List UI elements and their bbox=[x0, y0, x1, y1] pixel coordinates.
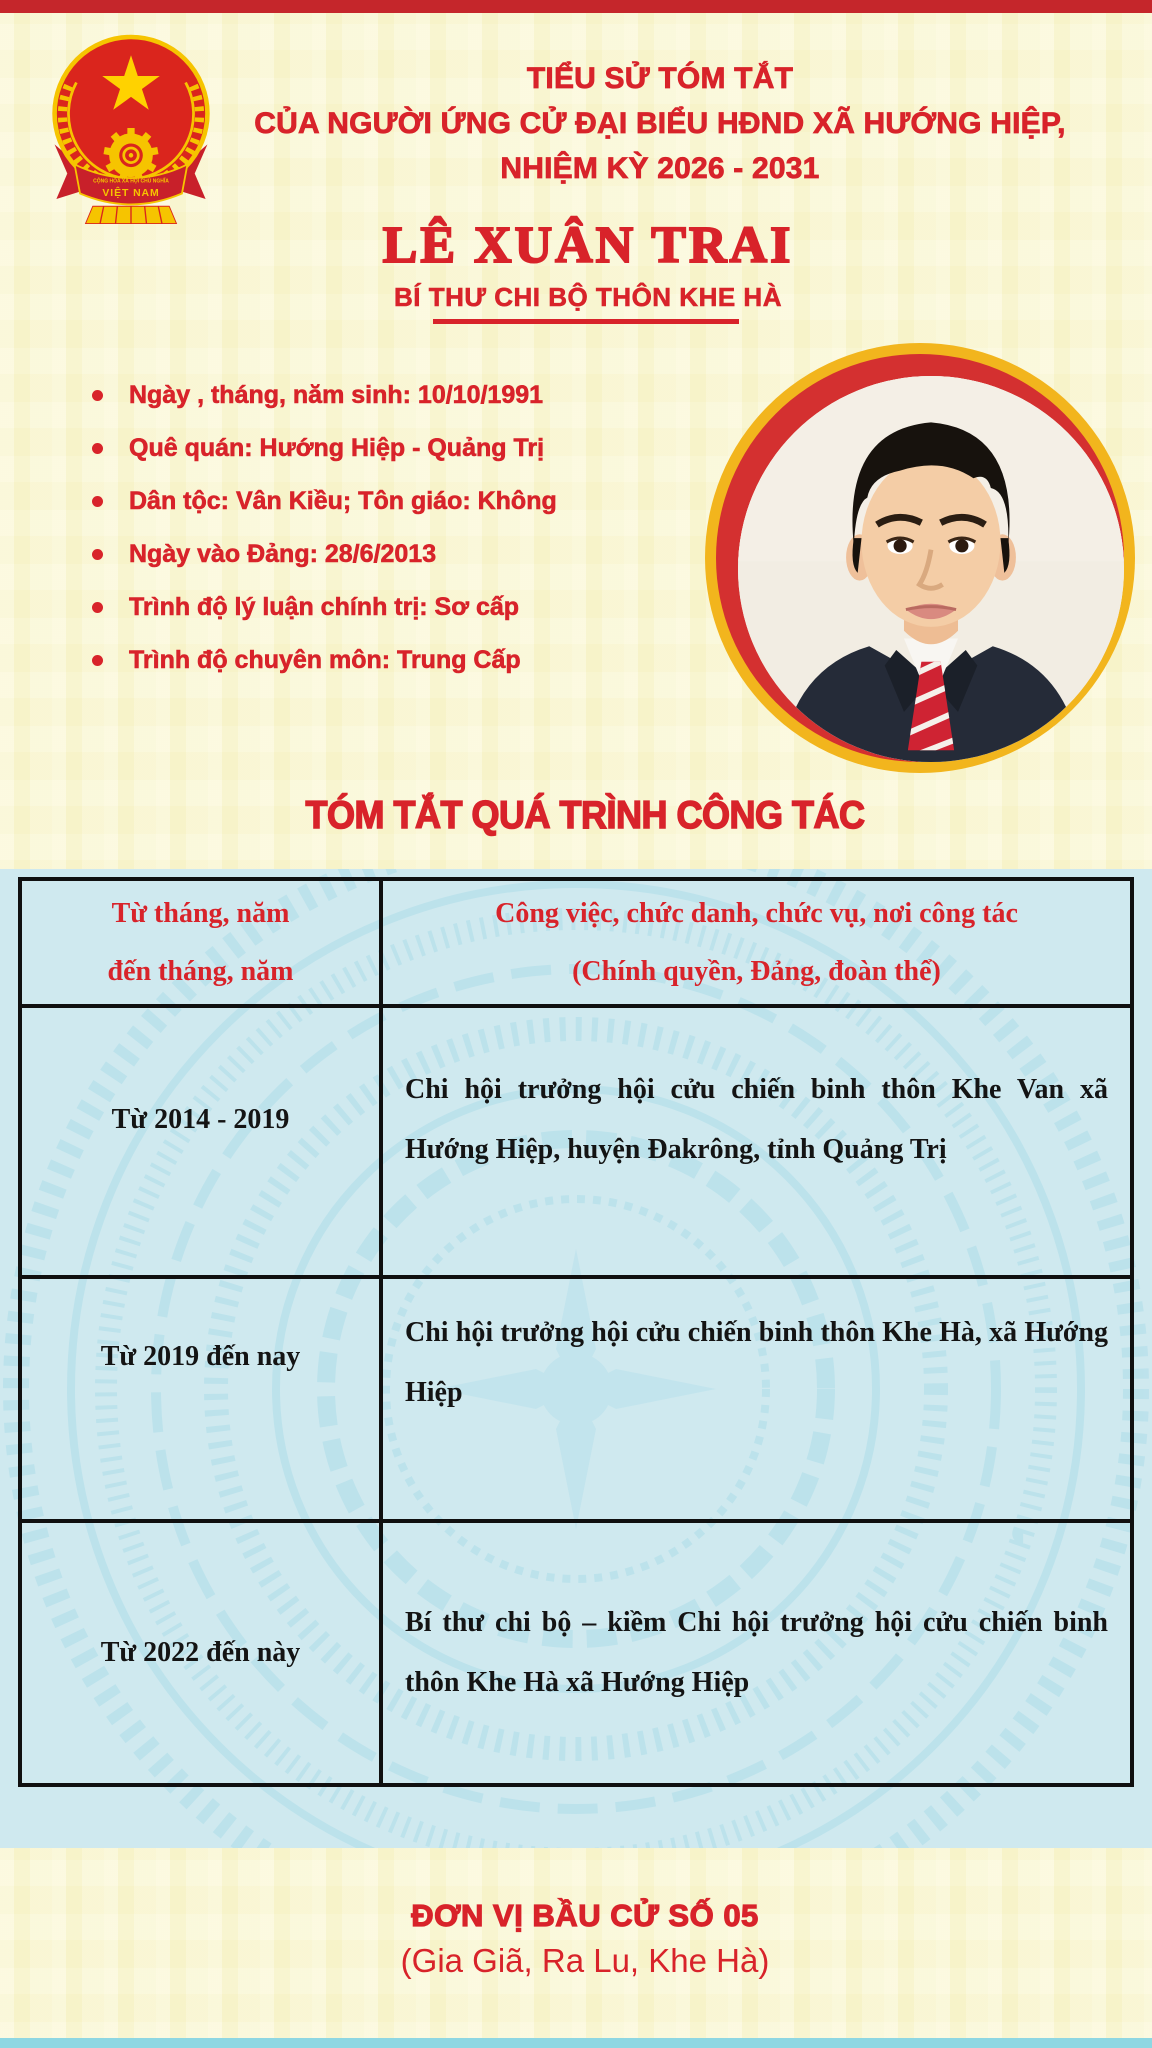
bullet-text: Ngày vào Đảng: 28/6/2013 bbox=[129, 539, 437, 568]
emblem-ribbon-top-text: CỘNG HÒA XÃ HỘI CHỦ NGHĨA bbox=[93, 178, 169, 185]
candidate-photo-frame bbox=[705, 343, 1135, 773]
table-header-period bbox=[22, 881, 383, 1008]
personal-info-list bbox=[92, 381, 692, 699]
table-row-job bbox=[383, 1008, 1130, 1279]
bullet-text: Ngày , tháng, năm sinh: 10/10/1991 bbox=[129, 380, 544, 409]
title-line-2: CỦA NGƯỜI ỨNG CỬ ĐẠI BIỂU HĐND XÃ HƯỚNG HIỆP, bbox=[254, 107, 1066, 140]
election-unit: ĐƠN VỊ BẦU CỬ SỐ 05 bbox=[411, 1898, 759, 1933]
bullet-text: Dân tộc: Vân Kiều; Tôn giáo: Không bbox=[129, 486, 557, 515]
bottom-teal-strip bbox=[0, 2038, 1152, 2048]
job-text: Chi hội trưởng hội cửu chiến binh thôn Khe Van xã Hướng Hiệp, huyện Đakrông, tỉnh Quảng Trị bbox=[405, 1073, 1108, 1165]
bullet-dot-icon bbox=[92, 390, 103, 401]
bullet-text: Trình độ lý luận chính trị: Sơ cấp bbox=[129, 592, 520, 621]
title-line-3: NHIỆM KỲ 2026 - 2031 bbox=[500, 152, 820, 185]
job-text: Bí thư chi bộ – kiềm Chi hội trưởng hội cửu chiến binh thôn Khe Hà xã Hướng Hiệp bbox=[405, 1607, 1108, 1698]
bullet-dot-icon bbox=[92, 602, 103, 613]
candidate-role: BÍ THƯ CHI BỘ THÔN KHE HÀ bbox=[394, 282, 782, 312]
candidate-photo bbox=[738, 376, 1124, 762]
header-period-line1: Từ tháng, năm bbox=[111, 897, 290, 929]
bullet-text: Trình độ chuyên môn: Trung Cấp bbox=[129, 645, 521, 674]
section-title: TÓM TẮT QUÁ TRÌNH CÔNG TÁC bbox=[305, 792, 865, 837]
election-area: (Gia Giã, Ra Lu, Khe Hà) bbox=[400, 1942, 770, 1979]
bullet-text: Quê quán: Hướng Hiệp - Quảng Trị bbox=[129, 433, 545, 462]
period-text: Từ 2014 - 2019 bbox=[111, 1103, 290, 1135]
emblem-ribbon-main-text: VIỆT NAM bbox=[102, 188, 160, 200]
vietnam-emblem-icon bbox=[40, 28, 222, 228]
header-job-line1: Công việc, chức danh, chức vụ, nơi công tác bbox=[495, 897, 1018, 929]
list-item bbox=[92, 487, 692, 515]
photo-inner-ring bbox=[716, 354, 1124, 762]
list-item bbox=[92, 540, 692, 568]
list-item bbox=[92, 434, 692, 462]
job-text: Chi hội trưởng hội cửu chiến binh thôn Khe Hà, xã Hướng Hiệp bbox=[405, 1317, 1108, 1408]
table-row-job bbox=[383, 1523, 1130, 1783]
header-job-line2: (Chính quyền, Đảng, đoàn thể) bbox=[572, 955, 941, 987]
bullet-dot-icon bbox=[92, 496, 103, 507]
document-title bbox=[210, 56, 1110, 191]
career-history-table bbox=[18, 877, 1134, 1787]
table-row-period bbox=[22, 1008, 383, 1279]
header-period-line2: đến tháng, năm bbox=[107, 955, 294, 987]
candidate-name: LÊ XUÂN TRAI bbox=[382, 217, 794, 274]
role-underline bbox=[433, 319, 739, 324]
bullet-dot-icon bbox=[92, 549, 103, 560]
table-row-job bbox=[383, 1279, 1130, 1523]
table-row-period bbox=[22, 1523, 383, 1783]
table-header-job bbox=[383, 881, 1130, 1008]
period-text: Từ 2019 đến nay bbox=[100, 1341, 301, 1372]
table-row-period bbox=[22, 1279, 383, 1523]
top-red-strip bbox=[0, 0, 1152, 13]
list-item bbox=[92, 646, 692, 674]
list-item bbox=[92, 593, 692, 621]
list-item bbox=[92, 381, 692, 409]
title-line-1: TIỂU SỬ TÓM TẮT bbox=[526, 62, 794, 95]
period-text: Từ 2022 đến này bbox=[100, 1637, 301, 1668]
bullet-dot-icon bbox=[92, 655, 103, 666]
bullet-dot-icon bbox=[92, 443, 103, 454]
